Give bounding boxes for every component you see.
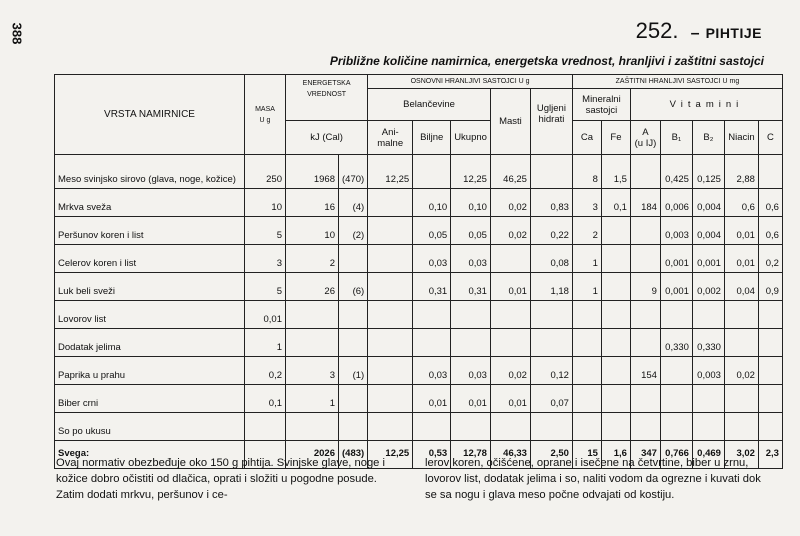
cell-ca [572, 413, 601, 441]
recipe-number: 252. [635, 18, 679, 43]
cell-ukupno: 0,31 [451, 273, 491, 301]
cell-ugljeni [530, 155, 572, 189]
total-cell-vitamin-c: 2,3 [758, 441, 782, 469]
cell-b2: 0,003 [692, 357, 724, 385]
cell-cal [339, 385, 368, 413]
cell-fe: 1,5 [601, 155, 630, 189]
cell-vitamin-c [758, 357, 782, 385]
cell-cal: (6) [339, 273, 368, 301]
cell-biljne: 0,03 [413, 357, 451, 385]
cell-biljne: 0,31 [413, 273, 451, 301]
cell-masti [490, 301, 530, 329]
header-kj-cal: kJ (Cal) [286, 121, 368, 155]
cell-ca: 1 [572, 245, 601, 273]
cell-b1: 0,425 [660, 155, 692, 189]
cell-masti: 0,02 [490, 357, 530, 385]
cell-ukupno [451, 413, 491, 441]
cell-fe [601, 217, 630, 245]
recipe-name: PIHTIJE [705, 25, 762, 41]
cell-b1: 0,001 [660, 273, 692, 301]
header-belancevine: Belančevine [368, 89, 491, 121]
total-cell-niacin: 3,02 [724, 441, 758, 469]
table-row [55, 329, 783, 357]
cell-name: Peršunov koren i list [55, 217, 245, 245]
cell-b2 [692, 413, 724, 441]
cell-name: Mrkva sveža [55, 189, 245, 217]
cell-ca [572, 357, 601, 385]
cell-ukupno [451, 301, 491, 329]
total-cell-ca: 15 [572, 441, 601, 469]
cell-niacin [724, 329, 758, 357]
cell-vitamin-c [758, 155, 782, 189]
cell-kj: 26 [286, 273, 339, 301]
cell-biljne: 0,10 [413, 189, 451, 217]
title-dash: – [690, 25, 700, 42]
total-cell-animalne: 12,25 [368, 441, 413, 469]
cell-masti: 0,01 [490, 273, 530, 301]
cell-fe [601, 301, 630, 329]
total-cell-masti: 46,33 [490, 441, 530, 469]
cell-ca: 2 [572, 217, 601, 245]
cell-cal [339, 413, 368, 441]
cell-biljne [413, 301, 451, 329]
cell-b2 [692, 385, 724, 413]
cell-vitamin-c: 0,2 [758, 245, 782, 273]
cell-cal: (4) [339, 189, 368, 217]
cell-kj: 3 [286, 357, 339, 385]
table-row [55, 189, 783, 217]
cell-name: Biber crni [55, 385, 245, 413]
cell-b2 [692, 301, 724, 329]
cell-cal [339, 301, 368, 329]
cell-ugljeni [530, 301, 572, 329]
cell-vitamin-a [630, 413, 660, 441]
cell-ca [572, 301, 601, 329]
cell-vitamin-a [630, 217, 660, 245]
cell-ukupno: 0,05 [451, 217, 491, 245]
cell-vitamin-a [630, 301, 660, 329]
cell-niacin: 0,02 [724, 357, 758, 385]
cell-ugljeni: 0,22 [530, 217, 572, 245]
cell-b1: 0,006 [660, 189, 692, 217]
cell-ukupno: 0,10 [451, 189, 491, 217]
cell-animalne [368, 189, 413, 217]
cell-fe [601, 245, 630, 273]
cell-masa: 0,1 [245, 385, 286, 413]
table-row [55, 155, 783, 189]
cell-biljne [413, 413, 451, 441]
cell-niacin [724, 413, 758, 441]
header-ca: Ca [572, 121, 601, 155]
cell-name: Dodatak jelima [55, 329, 245, 357]
cell-b2: 0,004 [692, 189, 724, 217]
cell-name: Meso svinjsko sirovo (glava, noge, kožice) [55, 155, 245, 189]
total-cell-b1: 0,766 [660, 441, 692, 469]
cell-kj [286, 301, 339, 329]
cell-kj: 2 [286, 245, 339, 273]
header-animalne: Ani- malne [368, 121, 413, 155]
cell-animalne [368, 329, 413, 357]
cell-kj: 10 [286, 217, 339, 245]
cell-fe [601, 273, 630, 301]
cell-animalne [368, 385, 413, 413]
table-row [55, 385, 783, 413]
cell-ugljeni: 0,83 [530, 189, 572, 217]
table-row [55, 301, 783, 329]
header-energetska: ENERGETSKA VREDNOST [286, 75, 368, 121]
cell-animalne [368, 273, 413, 301]
cell-masti [490, 413, 530, 441]
header-vitamin-a: A (u IJ) [630, 121, 660, 155]
cell-masa: 0,2 [245, 357, 286, 385]
cell-b1 [660, 385, 692, 413]
cell-ukupno: 0,03 [451, 245, 491, 273]
cell-animalne [368, 357, 413, 385]
header-osnovni: OSNOVNI HRANLJIVI SASTOJCI U g [368, 75, 573, 89]
cell-vitamin-a [630, 385, 660, 413]
cell-ukupno [451, 329, 491, 357]
header-ukupno: Ukupno [451, 121, 491, 155]
cell-b1 [660, 413, 692, 441]
cell-niacin: 2,88 [724, 155, 758, 189]
recipe-text-left: Ovaj normativ obezbeđuje oko 150 g pihtija. Svinjske glave, noge i kožice dobro očistiti od dlačica, oprati i složiti u pogodne posude. Zatim dodati mrkvu, peršunov i ce- [56, 457, 385, 501]
cell-animalne [368, 245, 413, 273]
cell-ca: 1 [572, 273, 601, 301]
table-row [55, 217, 783, 245]
cell-ca [572, 385, 601, 413]
cell-masa: 0,01 [245, 301, 286, 329]
cell-fe: 0,1 [601, 189, 630, 217]
cell-masti: 46,25 [490, 155, 530, 189]
cell-ugljeni [530, 329, 572, 357]
header-vrsta: VRSTA NAMIRNICE [55, 75, 245, 155]
cell-name: So po ukusu [55, 413, 245, 441]
cell-vitamin-a [630, 155, 660, 189]
cell-vitamin-c: 0,6 [758, 189, 782, 217]
header-biljne: Biljne [413, 121, 451, 155]
total-cell-b2: 0,469 [692, 441, 724, 469]
total-cell-kj: 2026 [286, 441, 339, 469]
cell-masa [245, 413, 286, 441]
table-row [55, 413, 783, 441]
cell-masa: 5 [245, 217, 286, 245]
total-cell-cal: (483) [339, 441, 368, 469]
cell-name: Paprika u prahu [55, 357, 245, 385]
cell-vitamin-c [758, 301, 782, 329]
cell-ugljeni: 0,07 [530, 385, 572, 413]
header-ugljeni: Ugljeni hidrati [530, 89, 572, 155]
cell-ca [572, 329, 601, 357]
header-masa: MASA U g [245, 75, 286, 155]
header-b2: B₂ [692, 121, 724, 155]
nutrition-table [54, 74, 783, 469]
cell-animalne [368, 217, 413, 245]
header-fe: Fe [601, 121, 630, 155]
cell-ukupno: 0,01 [451, 385, 491, 413]
total-cell-vitamin-a: 347 [630, 441, 660, 469]
cell-ukupno: 0,03 [451, 357, 491, 385]
cell-b1 [660, 357, 692, 385]
cell-niacin: 0,04 [724, 273, 758, 301]
cell-vitamin-a [630, 329, 660, 357]
cell-kj [286, 413, 339, 441]
cell-kj [286, 329, 339, 357]
header-vitamin-c: C [758, 121, 782, 155]
cell-b2: 0,002 [692, 273, 724, 301]
header-mineralni: Mineralni sastojci [572, 89, 630, 121]
cell-ugljeni: 1,18 [530, 273, 572, 301]
cell-b1: 0,330 [660, 329, 692, 357]
table-row [55, 245, 783, 273]
total-cell-fe: 1,6 [601, 441, 630, 469]
cell-cal: (470) [339, 155, 368, 189]
header-niacin: Niacin [724, 121, 758, 155]
cell-kj: 1968 [286, 155, 339, 189]
cell-biljne [413, 155, 451, 189]
cell-animalne [368, 413, 413, 441]
cell-vitamin-a: 154 [630, 357, 660, 385]
cell-name: Celerov koren i list [55, 245, 245, 273]
cell-vitamin-c [758, 385, 782, 413]
cell-vitamin-c: 0,9 [758, 273, 782, 301]
cell-ukupno: 12,25 [451, 155, 491, 189]
cell-biljne [413, 329, 451, 357]
cell-cal: (2) [339, 217, 368, 245]
cell-vitamin-c [758, 413, 782, 441]
cell-cal: (1) [339, 357, 368, 385]
total-cell-name: Svega: [55, 441, 245, 469]
cell-b1: 0,003 [660, 217, 692, 245]
page-number: 388 [9, 22, 25, 45]
cell-b2: 0,330 [692, 329, 724, 357]
table-row [55, 273, 783, 301]
cell-masa: 5 [245, 273, 286, 301]
table-subtitle: Približne količine namirnica, energetska vrednost, hranljivi i zaštitni sastojci [329, 54, 764, 68]
cell-masa: 10 [245, 189, 286, 217]
cell-ca: 8 [572, 155, 601, 189]
cell-ugljeni: 0,08 [530, 245, 572, 273]
header-masti: Masti [490, 89, 530, 155]
cell-vitamin-c [758, 329, 782, 357]
cell-masti [490, 245, 530, 273]
cell-b1: 0,001 [660, 245, 692, 273]
cell-animalne [368, 301, 413, 329]
header-zastitni: ZAŠTITNI HRANLJIVI SASTOJCI U mg [572, 75, 782, 89]
cell-name: Lovorov list [55, 301, 245, 329]
cell-masti: 0,02 [490, 189, 530, 217]
cell-vitamin-a: 9 [630, 273, 660, 301]
cell-kj: 1 [286, 385, 339, 413]
total-cell-ukupno: 12,78 [451, 441, 491, 469]
cell-fe [601, 413, 630, 441]
cell-masa: 3 [245, 245, 286, 273]
cell-biljne: 0,05 [413, 217, 451, 245]
cell-masti: 0,02 [490, 217, 530, 245]
cell-ugljeni: 0,12 [530, 357, 572, 385]
cell-biljne: 0,01 [413, 385, 451, 413]
cell-biljne: 0,03 [413, 245, 451, 273]
cell-name: Luk beli sveži [55, 273, 245, 301]
cell-masti: 0,01 [490, 385, 530, 413]
cell-niacin [724, 301, 758, 329]
cell-cal [339, 245, 368, 273]
cell-vitamin-c: 0,6 [758, 217, 782, 245]
cell-masa: 250 [245, 155, 286, 189]
total-cell-biljne: 0,53 [413, 441, 451, 469]
cell-ugljeni [530, 413, 572, 441]
cell-kj: 16 [286, 189, 339, 217]
cell-fe [601, 329, 630, 357]
cell-b2: 0,004 [692, 217, 724, 245]
header-b1: B₁ [660, 121, 692, 155]
cell-masa: 1 [245, 329, 286, 357]
total-cell-ugljeni: 2,50 [530, 441, 572, 469]
cell-niacin: 0,6 [724, 189, 758, 217]
cell-fe [601, 385, 630, 413]
cell-b2: 0,125 [692, 155, 724, 189]
cell-niacin: 0,01 [724, 217, 758, 245]
cell-niacin: 0,01 [724, 245, 758, 273]
cell-fe [601, 357, 630, 385]
cell-cal [339, 329, 368, 357]
cell-b2: 0,001 [692, 245, 724, 273]
page-title [636, 18, 762, 44]
recipe-text-right: lerov koren, očišćene, oprane i isečene na četvrtine, biber u zrnu, lovorov list, dodatak jelima i so, naliti vodom da ogrezne i kuvati dok se sa nogu i glava meso počne odvajati od kostiju. [425, 457, 761, 501]
cell-vitamin-a [630, 245, 660, 273]
table-row [55, 357, 783, 385]
cell-ca: 3 [572, 189, 601, 217]
cell-b1 [660, 301, 692, 329]
cell-masti [490, 329, 530, 357]
cell-niacin [724, 385, 758, 413]
cell-vitamin-a: 184 [630, 189, 660, 217]
header-vitamini: Vitamini [630, 89, 782, 121]
cell-animalne: 12,25 [368, 155, 413, 189]
